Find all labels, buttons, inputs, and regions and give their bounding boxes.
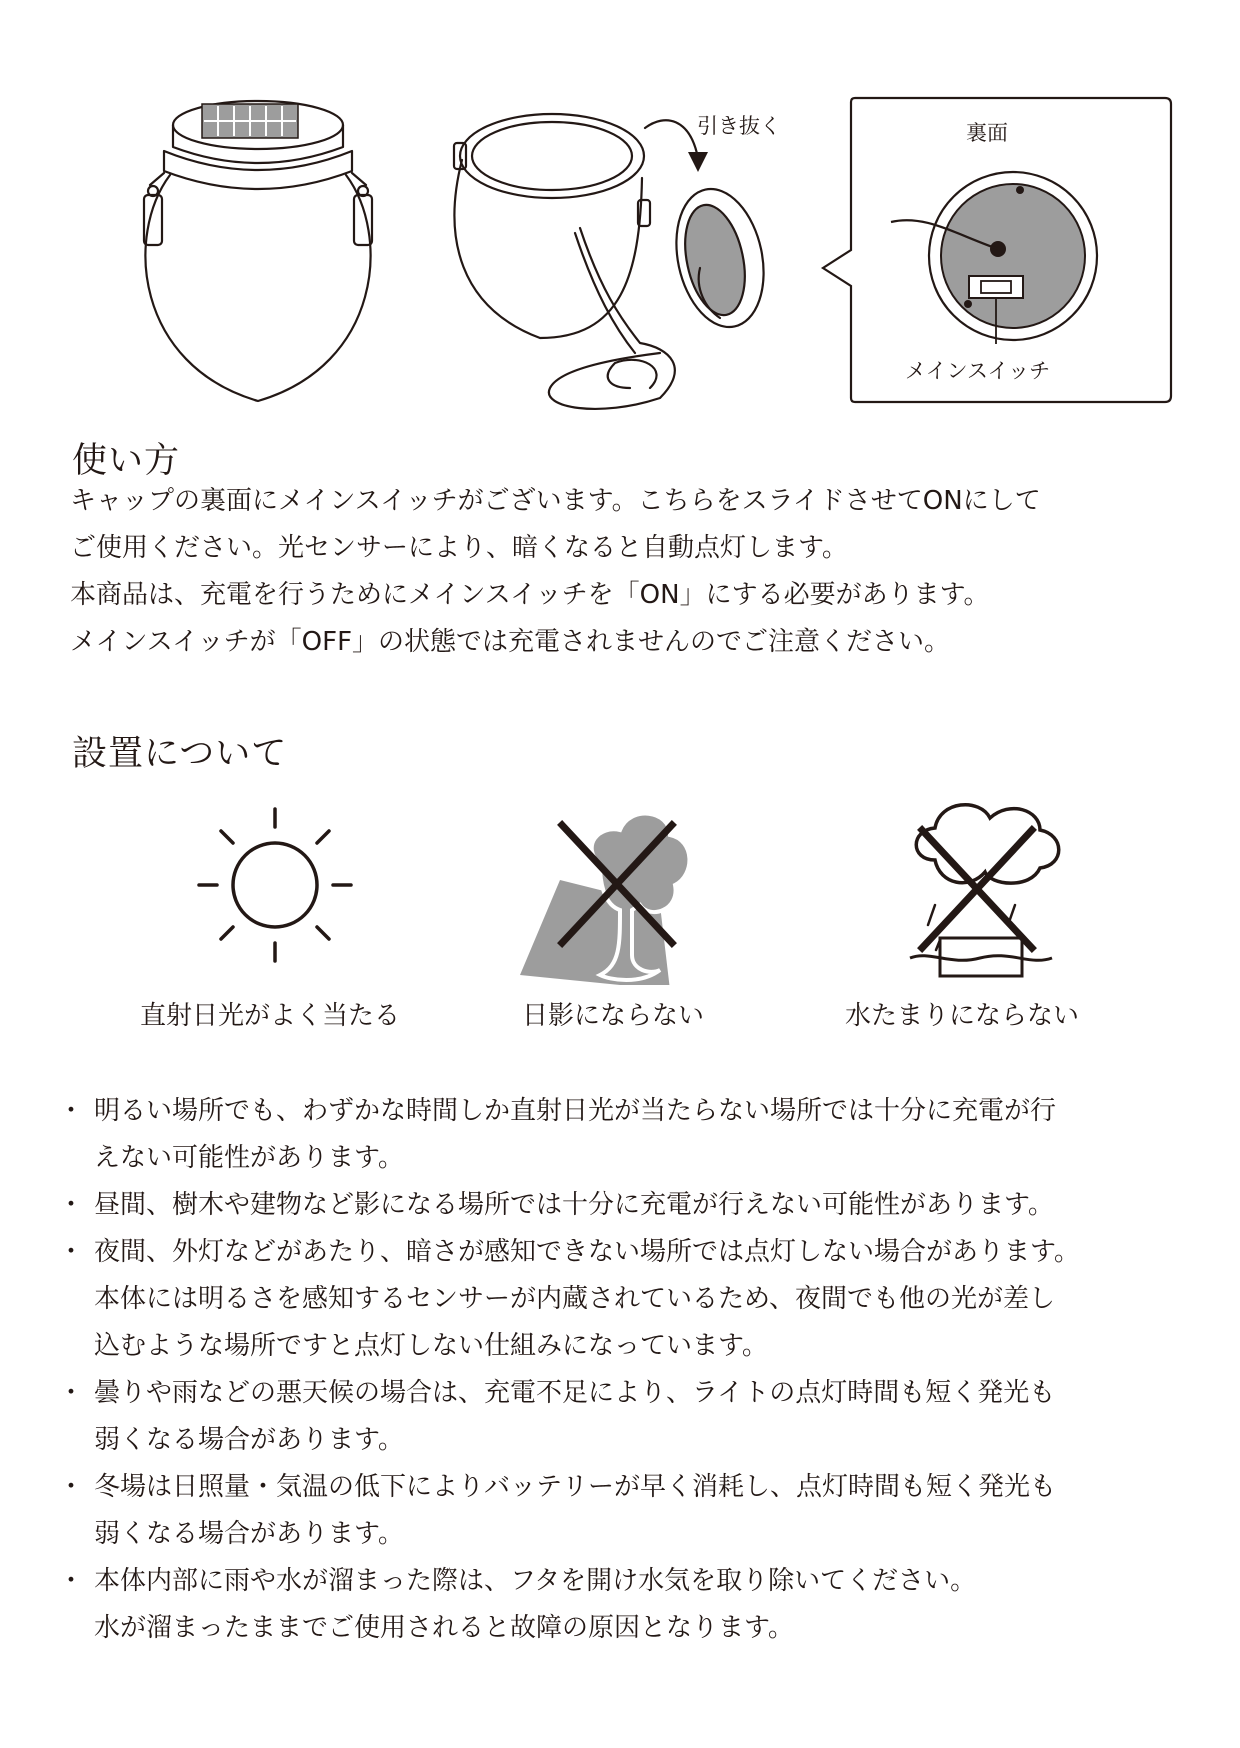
usage-line: ご使用ください。光センサーにより、暗くなると自動点灯します。 (70, 533, 848, 563)
list-item (66, 1088, 1214, 1182)
list-item (66, 1464, 1214, 1558)
back-label: 裏面 (966, 121, 1008, 145)
note-line: ・ 曇りや雨などの悪天候の場合は、充電不足により、ライトの点灯時間も短く発光も (94, 1378, 1056, 1408)
tree-shade-crossed-icon (520, 785, 720, 985)
placement-heading: 設置について (72, 734, 288, 774)
sun-caption: 直射日光がよく当たる (140, 1001, 401, 1031)
note-line: 弱くなる場合があります。 (94, 1425, 404, 1455)
note-line: 本体には明るさを感知するセンサーが内蔵されているため、夜間でも他の光が差し (94, 1284, 1055, 1314)
note-line: えない可能性があります。 (94, 1143, 404, 1173)
note-line: ・ 夜間、外灯などがあたり、暗さが感知できない場所では点灯しない場合があります。 (94, 1237, 1080, 1267)
sun-icon (195, 805, 355, 965)
rain-puddle-crossed-icon (880, 790, 1080, 990)
usage-line: キャップの裏面にメインスイッチがございます。こちらをスライドさせてONにして (70, 486, 1041, 516)
usage-text (70, 478, 1041, 666)
note-line: 水が溜まったままでご使用されると故障の原因となります。 (94, 1613, 794, 1643)
notes-list (66, 1088, 1214, 1652)
note-line: ・ 昼間、樹木や建物など影になる場所では十分に充電が行えない可能性があります。 (94, 1190, 1054, 1220)
note-line: ・ 明るい場所でも、わずかな時間しか直射日光が当たらない場所では十分に充電が行 (94, 1096, 1057, 1126)
usage-line: 本商品は、充電を行うためにメインスイッチを「ON」にする必要があります。 (70, 580, 990, 610)
note-line: ・ 冬場は日照量・気温の低下によりバッテリーが早く消耗し、点灯時間も短く発光も (94, 1472, 1057, 1502)
usage-line: メインスイッチが「OFF」の状態では充電されませんのでご注意ください。 (70, 627, 951, 657)
list-item (66, 1182, 1214, 1229)
usage-heading: 使い方 (72, 441, 181, 481)
list-item (66, 1229, 1214, 1370)
switch-label: メインスイッチ (905, 359, 1051, 383)
puddle-caption: 水たまりにならない (845, 1001, 1080, 1031)
list-item (66, 1558, 1214, 1652)
shade-caption: 日影にならない (522, 1001, 705, 1031)
pull-label: 引き抜く (697, 114, 781, 138)
note-line: ・ 本体内部に雨や水が溜まった際は、フタを開け水気を取り除いてください。 (94, 1566, 977, 1596)
solar-jar-illustration (130, 95, 390, 415)
note-line: 込むような場所ですと点灯しない仕組みになっています。 (94, 1331, 768, 1361)
note-line: 弱くなる場合があります。 (94, 1519, 404, 1549)
list-item (66, 1370, 1214, 1464)
